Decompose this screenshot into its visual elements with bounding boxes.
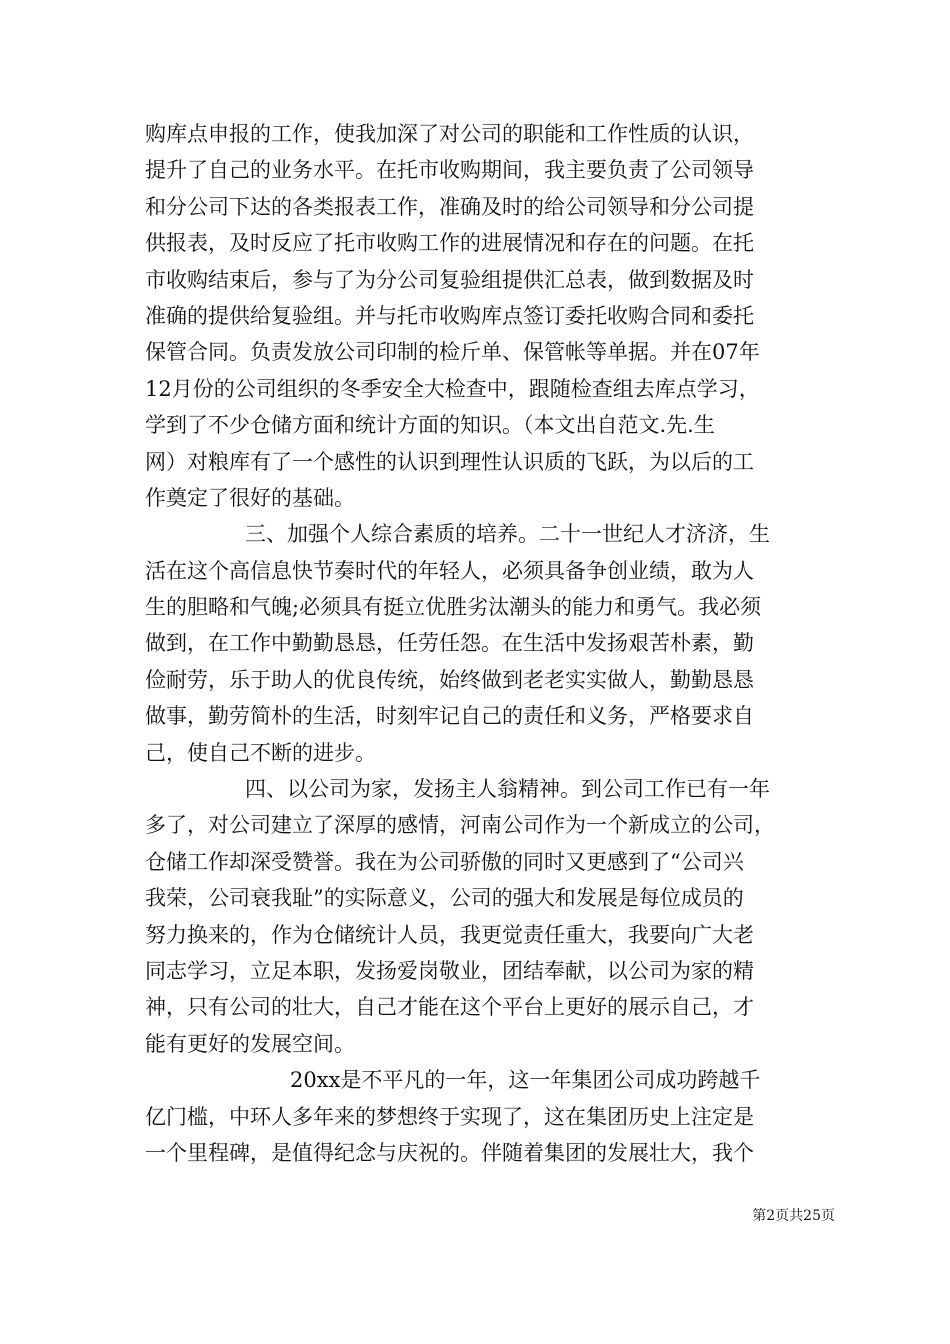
text-line: 一个里程碑，是值得纪念与庆祝的。伴随着集团的发展壮大，我个 [145,1140,754,1165]
document-body [145,116,835,1171]
text-line: 努力换来的，作为仓储统计人员，我更觉责任重大，我要向广大老 [145,922,754,947]
text-line: 亿门槛，中环人多年来的梦想终于实现了，这在集团历史上注定是 [145,1104,754,1129]
page-number-footer: 第2页共25页 [752,1208,835,1224]
paragraph-2 [145,516,835,771]
text-line: 己，使自己不断的进步。 [145,740,376,765]
text-line: 多了，对公司建立了深厚的感情，河南公司作为一个新成立的公司， [145,813,775,838]
text-line: 我荣，公司衰我耻”的实际意义，公司的强大和发展是每位成员的 [145,886,744,911]
text-line: 仓储工作却深受赞誉。我在为公司骄傲的同时又更感到了“公司兴 [145,849,744,874]
text-line: 能有更好的发展空间。 [145,1031,355,1056]
text-line: 20xx是不平凡的一年，这一年集团公司成功跨越千 [290,1068,761,1093]
text-line: 保管合同。负责发放公司印制的检斤单、保管帐等单据。并在07年 [145,340,760,365]
text-line: 活在这个高信息快节奏时代的年轻人，必须具备争创业绩，敢为人 [145,558,754,583]
text-line: 作奠定了很好的基础。 [145,485,355,510]
text-line: 俭耐劳，乐于助人的优良传统，始终做到老老实实做人，勤勤恳恳 [145,667,754,692]
text-line: 生的胆略和气魄;必须具有挺立优胜劣汰潮头的能力和勇气。我必须 [145,595,762,620]
text-line: 三、加强个人综合素质的培养。二十一世纪人才济济，生 [245,522,770,547]
text-line: 学到了不少仓储方面和统计方面的知识。（本文出自范文.先.生 [145,413,715,438]
text-line: 和分公司下达的各类报表工作，准确及时的给公司领导和分公司提 [145,194,754,219]
text-line: 做到，在工作中勤勤恳恳，任劳任怨。在生活中发扬艰苦朴素，勤 [145,631,754,656]
text-line: 网）对粮库有了一个感性的认识到理性认识质的飞跃，为以后的工 [145,449,754,474]
text-line: 准确的提供给复验组。并与托市收购库点签订委托收购合同和委托 [145,303,754,328]
text-line: 提升了自己的业务水平。在托市收购期间，我主要负责了公司领导 [145,158,754,183]
paragraph-1 [145,116,835,516]
text-line: 12月份的公司组织的冬季安全大检查中，跟随检查组去库点学习， [145,376,760,401]
text-line: 市收购结束后，参与了为分公司复验组提供汇总表，做到数据及时 [145,267,754,292]
text-line: 购库点申报的工作，使我加深了对公司的职能和工作性质的认识， [145,122,754,146]
text-line: 四、以公司为家，发扬主人翁精神。到公司工作已有一年 [245,777,770,802]
paragraph-3 [145,771,835,1062]
text-line: 同志学习，立足本职，发扬爱岗敬业，团结奉献，以公司为家的精 [145,958,754,983]
paragraph-4 [145,1062,835,1171]
text-line: 供报表，及时反应了托市收购工作的进展情况和存在的问题。在托 [145,231,754,256]
text-line: 做事，勤劳简朴的生活，时刻牢记自己的责任和义务，严格要求自 [145,704,754,729]
text-line: 神，只有公司的壮大，自己才能在这个平台上更好的展示自己，才 [145,995,754,1020]
